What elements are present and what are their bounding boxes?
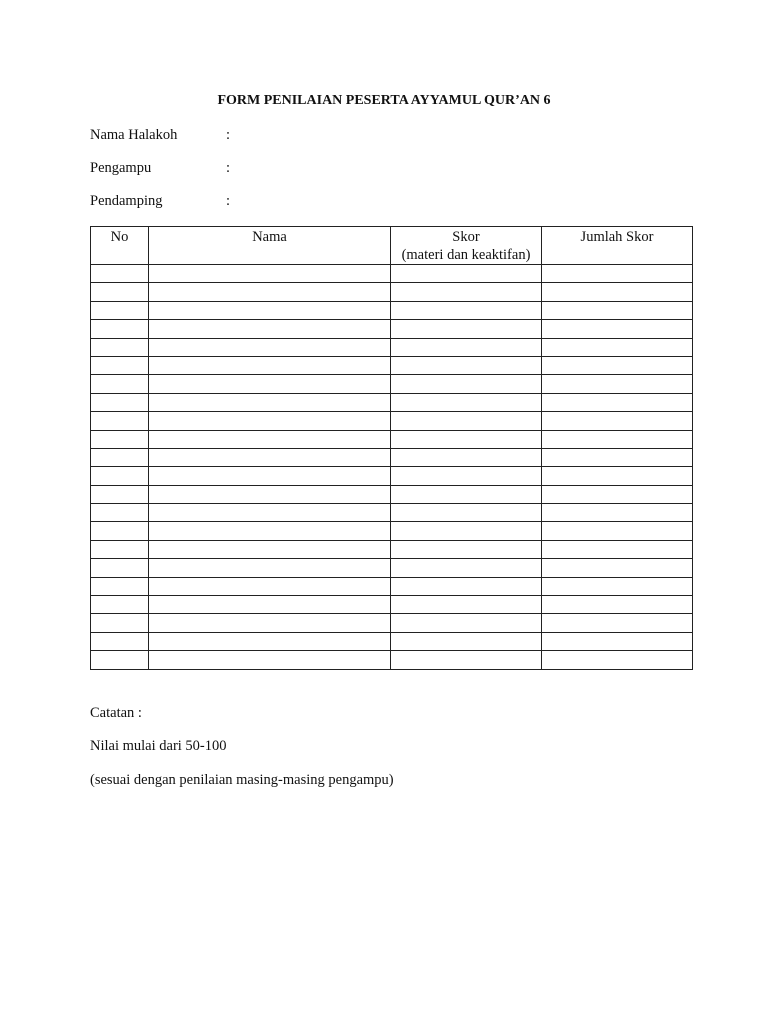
nama-cell[interactable] [149,320,391,338]
nama-cell[interactable] [149,467,391,485]
jumlah-skor-cell[interactable] [542,522,693,540]
skor-cell[interactable] [391,283,542,301]
no-cell[interactable] [91,301,149,319]
jumlah-skor-cell[interactable] [542,540,693,558]
header-nama: Nama [149,227,391,265]
nama-cell[interactable] [149,283,391,301]
header-no: No [91,227,149,265]
nama-cell[interactable] [149,265,391,283]
table-row [91,504,693,522]
no-cell[interactable] [91,393,149,411]
skor-cell[interactable] [391,338,542,356]
no-cell[interactable] [91,522,149,540]
skor-cell[interactable] [391,559,542,577]
form-title: FORM PENILAIAN PESERTA AYYAMUL QUR’AN 6 [217,93,551,108]
jumlah-skor-cell[interactable] [542,559,693,577]
nama-halakoh-colon: : [226,127,231,143]
table-row [91,412,693,430]
no-cell[interactable] [91,283,149,301]
nama-cell[interactable] [149,485,391,503]
nama-cell[interactable] [149,430,391,448]
jumlah-skor-cell[interactable] [542,375,693,393]
skor-cell[interactable] [391,467,542,485]
no-cell[interactable] [91,577,149,595]
skor-cell[interactable] [391,301,542,319]
skor-cell[interactable] [391,577,542,595]
table-row [91,540,693,558]
table-row [91,632,693,650]
skor-cell[interactable] [391,320,542,338]
nama-cell[interactable] [149,540,391,558]
nama-cell[interactable] [149,522,391,540]
nama-cell[interactable] [149,596,391,614]
nama-cell[interactable] [149,504,391,522]
catatan-label: Catatan : [90,705,142,721]
score-table [90,226,693,670]
table-row [91,467,693,485]
jumlah-skor-cell[interactable] [542,651,693,669]
no-cell[interactable] [91,485,149,503]
no-cell[interactable] [91,651,149,669]
no-cell[interactable] [91,504,149,522]
nama-cell[interactable] [149,448,391,466]
no-cell[interactable] [91,430,149,448]
nama-cell[interactable] [149,412,391,430]
no-cell[interactable] [91,320,149,338]
table-row [91,356,693,374]
header-jumlah-skor: Jumlah Skor [542,227,693,265]
no-cell[interactable] [91,356,149,374]
pengampu-label: Pengampu [90,160,152,176]
no-cell[interactable] [91,338,149,356]
nama-cell[interactable] [149,651,391,669]
table-row [91,448,693,466]
nama-cell[interactable] [149,356,391,374]
table-row [91,283,693,301]
pendamping-field [90,193,230,210]
note-line-2: (sesuai dengan penilaian masing-masing pengampu) [90,772,394,788]
nama-cell[interactable] [149,632,391,650]
table-row [91,577,693,595]
nama-cell[interactable] [149,614,391,632]
jumlah-skor-cell[interactable] [542,596,693,614]
jumlah-skor-cell[interactable] [542,485,693,503]
skor-cell[interactable] [391,522,542,540]
skor-cell[interactable] [391,375,542,393]
skor-cell[interactable] [391,651,542,669]
table-row [91,393,693,411]
jumlah-skor-cell[interactable] [542,356,693,374]
header-skor-subtitle: (materi dan keaktifan) [401,247,531,263]
no-cell[interactable] [91,559,149,577]
nama-cell[interactable] [149,559,391,577]
skor-cell[interactable] [391,614,542,632]
skor-cell[interactable] [391,265,542,283]
table-row [91,338,693,356]
no-cell[interactable] [91,596,149,614]
table-row [91,596,693,614]
pendamping-label: Pendamping [90,193,163,209]
jumlah-skor-cell[interactable] [542,412,693,430]
no-cell[interactable] [91,540,149,558]
nama-cell[interactable] [149,301,391,319]
skor-cell[interactable] [391,430,542,448]
no-cell[interactable] [91,448,149,466]
jumlah-skor-cell[interactable] [542,283,693,301]
table-row [91,301,693,319]
jumlah-skor-cell[interactable] [542,577,693,595]
note-line-1: Nilai mulai dari 50-100 [90,738,227,754]
no-cell[interactable] [91,412,149,430]
jumlah-skor-cell[interactable] [542,301,693,319]
table-header-row [91,227,693,265]
table-row [91,320,693,338]
table-row [91,485,693,503]
jumlah-skor-cell[interactable] [542,467,693,485]
skor-cell[interactable] [391,485,542,503]
nama-halakoh-field [90,127,230,144]
jumlah-skor-cell[interactable] [542,265,693,283]
jumlah-skor-cell[interactable] [542,614,693,632]
no-cell[interactable] [91,632,149,650]
jumlah-skor-cell[interactable] [542,448,693,466]
header-skor [391,227,542,265]
table-body [91,265,693,670]
table-row [91,265,693,283]
jumlah-skor-cell[interactable] [542,338,693,356]
nama-cell[interactable] [149,577,391,595]
nama-cell[interactable] [149,375,391,393]
jumlah-skor-cell[interactable] [542,504,693,522]
no-cell[interactable] [91,467,149,485]
skor-cell[interactable] [391,540,542,558]
pengampu-colon: : [226,160,231,176]
table-row [91,614,693,632]
table-row [91,559,693,577]
skor-cell[interactable] [391,356,542,374]
pendamping-colon: : [226,193,231,209]
skor-cell[interactable] [391,596,542,614]
skor-cell[interactable] [391,412,542,430]
table-row [91,375,693,393]
table-row [91,430,693,448]
skor-cell[interactable] [391,632,542,650]
nama-halakoh-label: Nama Halakoh [90,127,178,143]
no-cell[interactable] [91,614,149,632]
nama-cell[interactable] [149,338,391,356]
no-cell[interactable] [91,265,149,283]
jumlah-skor-cell[interactable] [542,632,693,650]
table-row [91,522,693,540]
skor-cell[interactable] [391,448,542,466]
table-row [91,651,693,669]
skor-cell[interactable] [391,504,542,522]
jumlah-skor-cell[interactable] [542,393,693,411]
pengampu-field [90,160,230,177]
header-skor-title: Skor [452,229,480,245]
nama-cell[interactable] [149,393,391,411]
jumlah-skor-cell[interactable] [542,430,693,448]
no-cell[interactable] [91,375,149,393]
jumlah-skor-cell[interactable] [542,320,693,338]
skor-cell[interactable] [391,393,542,411]
